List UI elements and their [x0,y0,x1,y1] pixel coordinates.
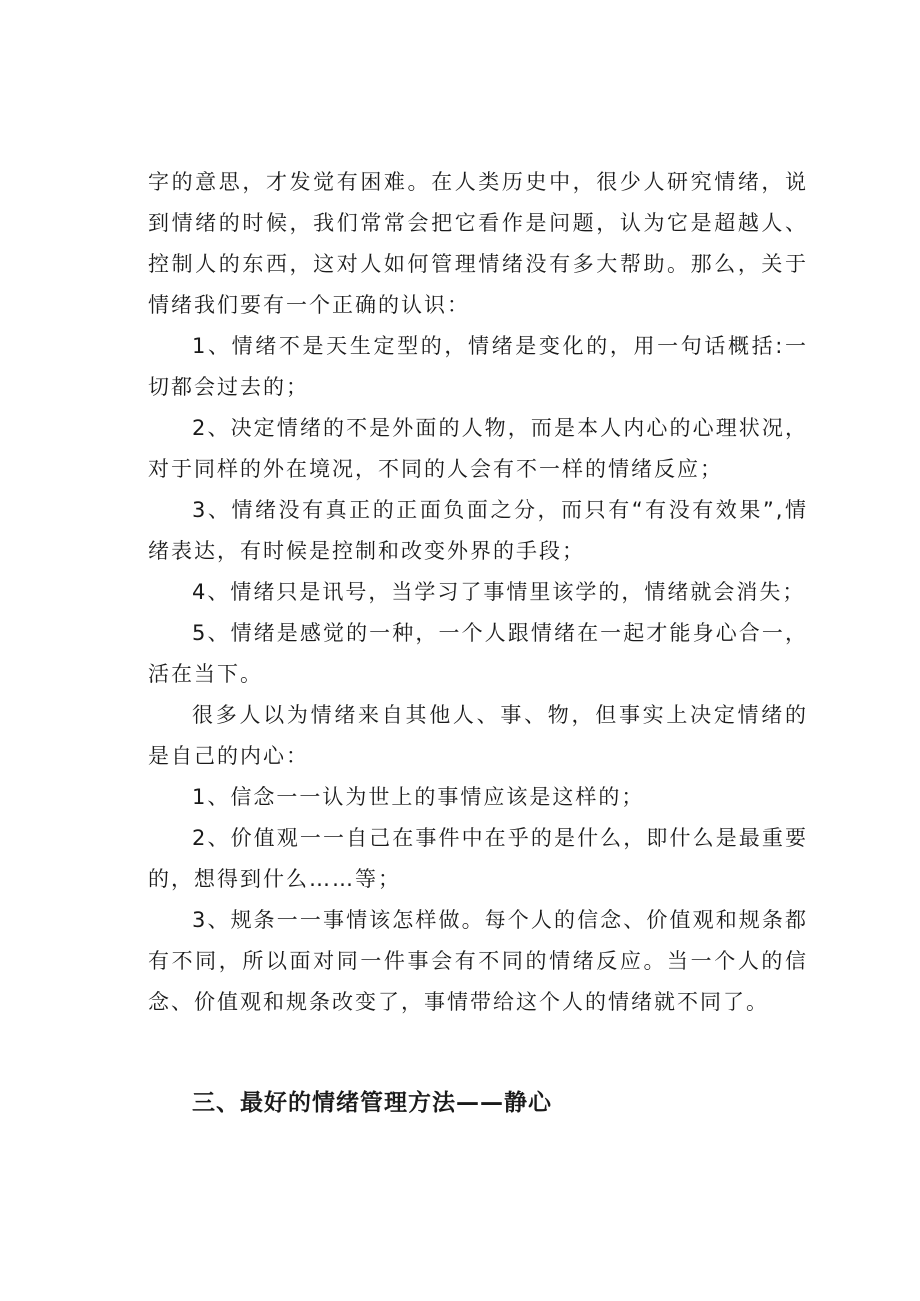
list-item-emotion-1: 1、情绪不是天生定型的，情绪是变化的，用一句话概括:一切都会过去的； [148,334,808,399]
list-item-emotion-2: 2、决定情绪的不是外面的人物，而是本人内心的心理状况，对于同样的外在境况，不同的人会有不一样的情绪反应； [148,416,808,481]
list-item-values: 2、价值观一一自己在事件中在乎的是什么，即什么是最重要的，想得到什么……等； [148,826,808,891]
list-item-emotion-3: 3、情绪没有真正的正面负面之分，而只有“有没有效果”,情绪表达，有时候是控制和改变外界的手段； [148,498,808,563]
list-item-rules: 3、规条一一事情该怎样做。每个人的信念、价值观和规条都有不同，所以面对同一件事会有不同的情绪反应。当一个人的信念、价值观和规条改变了，事情带给这个人的情绪就不同了。 [148,908,808,1014]
list-item-emotion-4: 4、情绪只是讯号，当学习了事情里该学的，情绪就会消失； [192,580,806,604]
body-text [148,162,808,1023]
list-item-belief: 1、信念一一认为世上的事情应该是这样的； [192,785,645,809]
paragraph-source-of-emotion: 很多人以为情绪来自其他人、事、物，但事实上决定情绪的是自己的内心： [148,703,808,768]
list-item-emotion-5: 5、情绪是感觉的一种，一个人跟情绪在一起才能身心合一，活在当下。 [148,621,808,686]
section-heading: 三、最好的情绪管理方法——静心 [192,1090,552,1116]
paragraph-continuation: 字的意思，才发觉有困难。在人类历史中，很少人研究情绪，说到情绪的时候，我们常常会把它看作是问题，认为它是超越人、控制人的东西，这对人如何管理情绪没有多大帮助。那么，关于情绪我们要有一个正确的认识： [148,170,808,317]
